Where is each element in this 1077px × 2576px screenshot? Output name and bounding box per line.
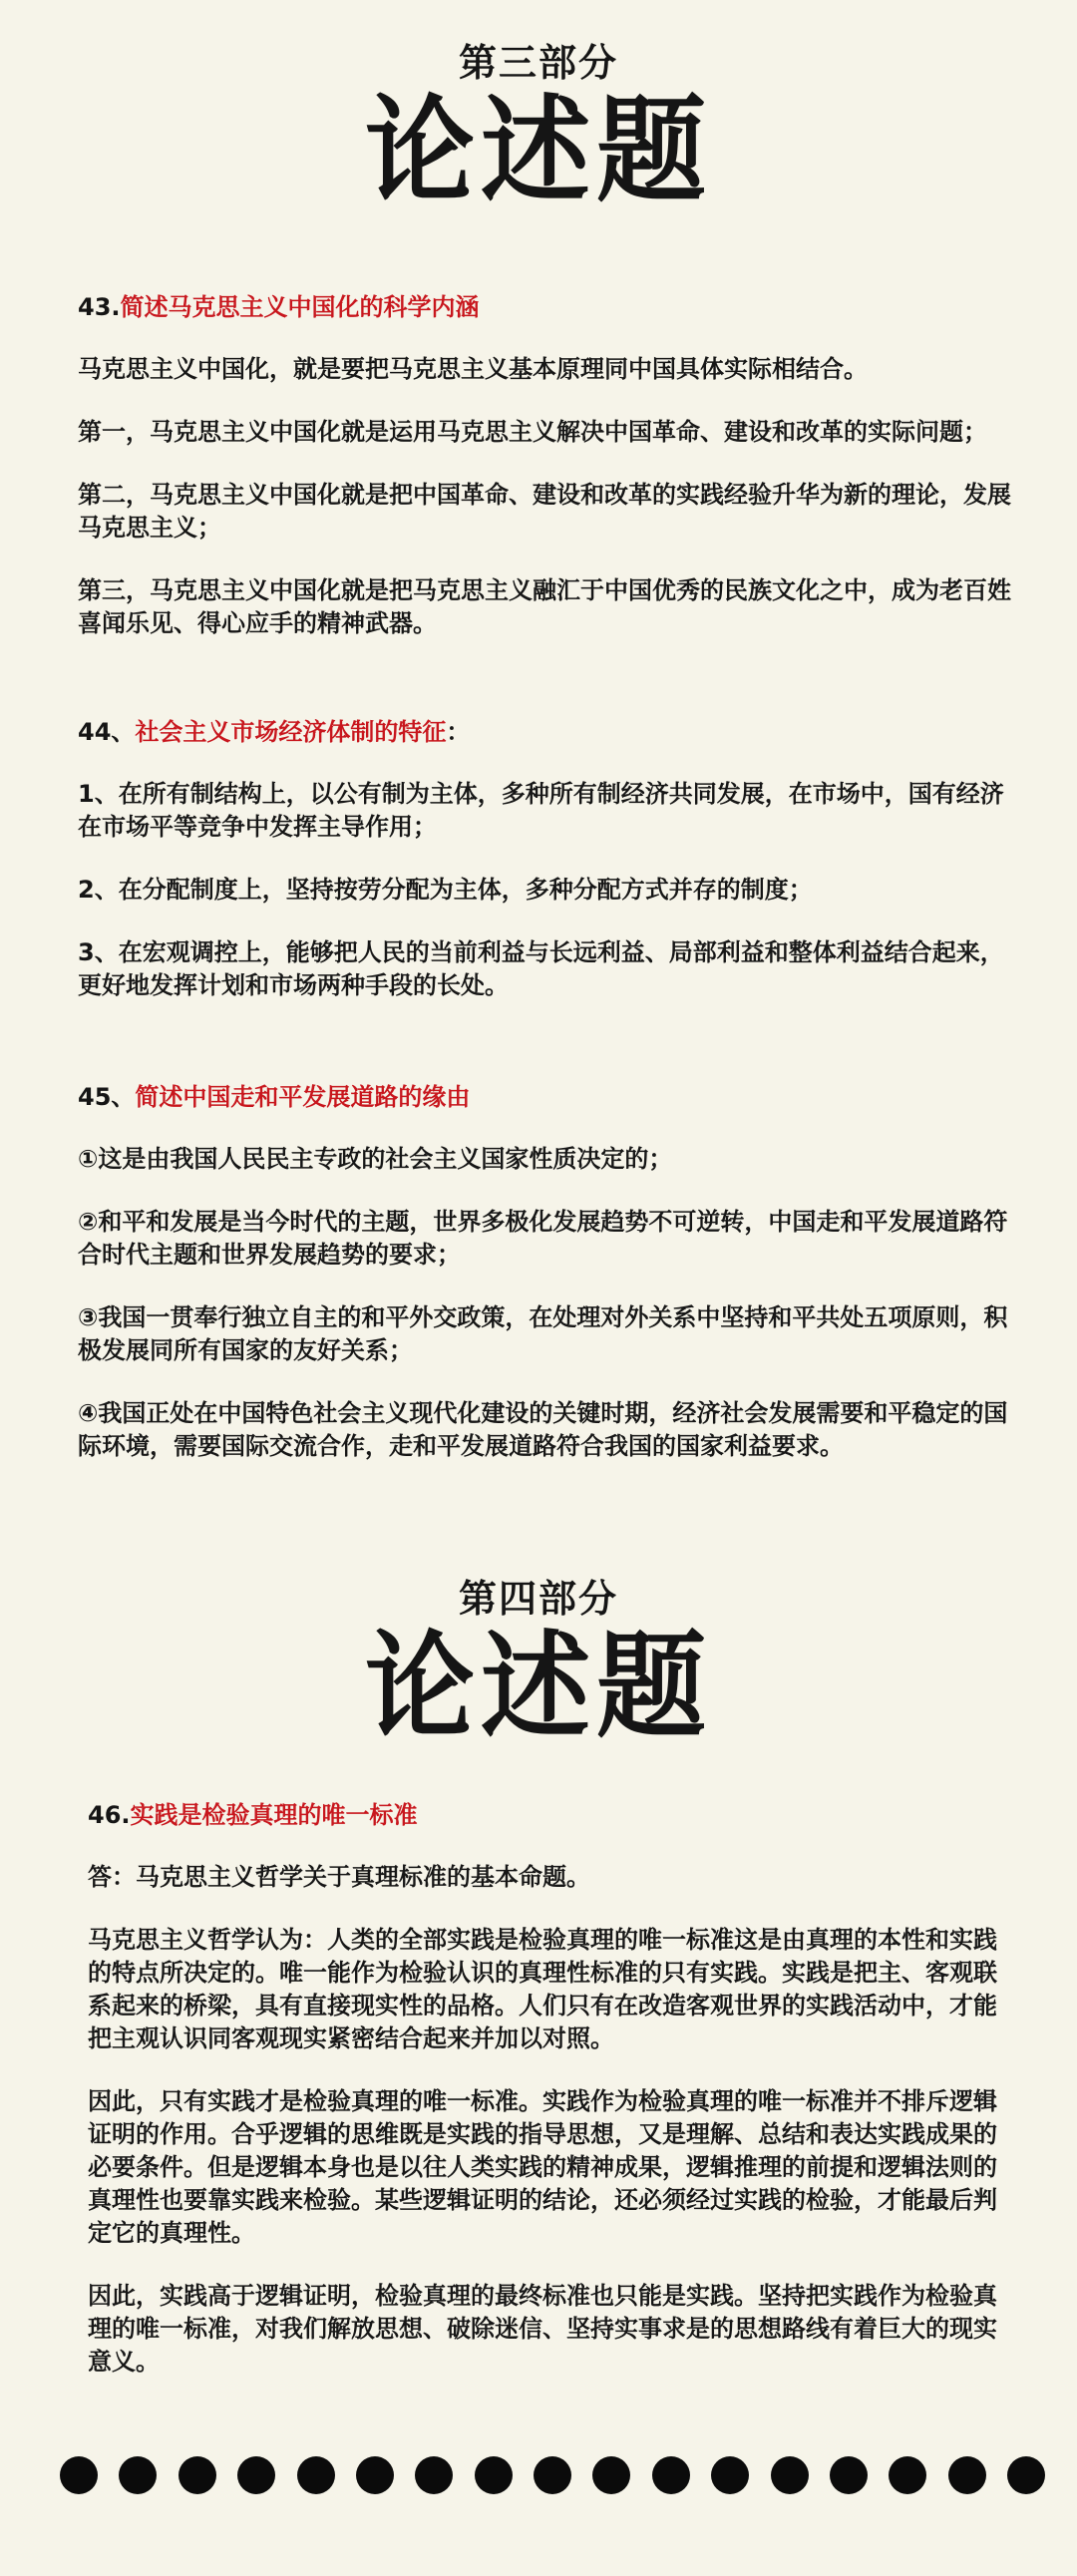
question-45-heading: 简述中国走和平发展道路的缘由: [135, 1083, 471, 1111]
question-45-paragraph: ④我国正处在中国特色社会主义现代化建设的关键时期，经济社会发展需要和平稳定的国际环境，需要国际交流合作，走和平发展道路符合我国的国家利益要求。: [78, 1399, 1008, 1460]
part3-label: 第三部分: [458, 41, 618, 85]
question-46-heading: 实践是检验真理的唯一标准: [130, 1801, 418, 1829]
dot-divider: [60, 2455, 1045, 2495]
part4-title: 论述题: [365, 1619, 712, 1754]
question-45-title: [78, 1081, 1015, 1113]
question-44-title: [78, 716, 1015, 748]
question-46-paragraph: 马克思主义哲学认为：人类的全部实践是检验真理的唯一标准这是由真理的本性和实践的特点所决定的。唯一能作为检验认识的真理性标准的只有实践。实践是把主、客观联系起来的桥梁，具有直接现实性的品格。人们只有在改造客观世界的实践活动中，才能把主观认识同客观现实紧密结合起来并加以对照。: [88, 1926, 997, 2052]
question-44-heading: 社会主义市场经济体制的特征: [135, 718, 447, 746]
dot: [60, 2456, 98, 2494]
question-44-paragraph: 2、在分配制度上，坚持按劳分配为主体，多种分配方式并存的制度；: [78, 876, 813, 904]
question-45-paragraph: ②和平和发展是当今时代的主题，世界多极化发展趋势不可逆转，中国走和平发展道路符合时代主题和世界发展趋势的要求；: [78, 1208, 1008, 1269]
question-44-paragraph: 3、在宏观调控上，能够把人民的当前利益与长远利益、局部利益和整体利益结合起来，更好地发挥计划和市场两种手段的长处。: [78, 938, 1004, 999]
dot: [415, 2456, 453, 2494]
question-43: [78, 291, 1015, 670]
part3-title: 论述题: [365, 83, 712, 218]
dot: [356, 2456, 394, 2494]
question-46: [88, 1799, 1015, 2408]
dot: [592, 2456, 630, 2494]
dot: [948, 2456, 986, 2494]
question-43-heading: 简述马克思主义中国化的科学内涵: [120, 293, 480, 321]
dot: [534, 2456, 571, 2494]
question-43-paragraph: 马克思主义中国化，就是要把马克思主义基本原理同中国具体实际相结合。: [78, 355, 868, 383]
question-45-paragraph: ③我国一贯奉行独立自主的和平外交政策，在处理对外关系中坚持和平共处五项原则，积极发展同所有国家的友好关系；: [78, 1303, 1008, 1364]
dot: [889, 2456, 926, 2494]
part3-heading: [0, 41, 1077, 218]
question-45-paragraph: ①这是由我国人民民主专政的社会主义国家性质决定的；: [78, 1145, 673, 1173]
question-45: [78, 1081, 1015, 1493]
question-46-paragraph: 因此，实践高于逻辑证明，检验真理的最终标准也只能是实践。坚持把实践作为检验真理的唯一标准，对我们解放思想、破除迷信、坚持实事求是的思想路线有着巨大的现实意义。: [88, 2282, 997, 2376]
question-43-paragraph: 第三，马克思主义中国化就是把马克思主义融汇于中国优秀的民族文化之中，成为老百姓喜闻乐见、得心应手的精神武器。: [78, 576, 1011, 637]
part4-label: 第四部分: [458, 1577, 618, 1621]
dot: [475, 2456, 513, 2494]
question-46-title: [88, 1799, 1015, 1831]
question-44-suffix: ：: [446, 718, 471, 746]
dot: [237, 2456, 275, 2494]
question-44: [78, 716, 1015, 1032]
question-46-paragraph: 因此，只有实践才是检验真理的唯一标准。实践作为检验真理的唯一标准并不排斥逻辑证明的作用。合乎逻辑的思维既是实践的指导思想，又是理解、总结和表达实践成果的必要条件。但是逻辑本身也是以往人类实践的精神成果，逻辑推理的前提和逻辑法则的真理性也要靠实践来检验。某些逻辑证明的结论，还必须经过实践的检验，才能最后判定它的真理性。: [88, 2087, 997, 2247]
question-43-number: 43.: [78, 293, 121, 321]
dot: [179, 2456, 216, 2494]
question-44-number: 44、: [78, 718, 136, 746]
question-44-paragraph: 1、在所有制结构上，以公有制为主体，多种所有制经济共同发展，在市场中，国有经济在市场平等竞争中发挥主导作用；: [78, 780, 1004, 841]
question-43-paragraph: 第一，马克思主义中国化就是运用马克思主义解决中国革命、建设和改革的实际问题；: [78, 418, 987, 446]
dot: [119, 2456, 157, 2494]
part4-heading: [0, 1577, 1077, 1754]
dot: [652, 2456, 690, 2494]
dot: [771, 2456, 809, 2494]
question-45-number: 45、: [78, 1083, 136, 1111]
dot: [711, 2456, 749, 2494]
question-43-paragraph: 第二，马克思主义中国化就是把中国革命、建设和改革的实践经验升华为新的理论，发展马克思主义；: [78, 481, 1011, 542]
dot: [297, 2456, 335, 2494]
question-46-number: 46.: [88, 1801, 131, 1829]
question-43-title: [78, 291, 1015, 323]
dot: [830, 2456, 868, 2494]
dot: [1007, 2456, 1045, 2494]
question-46-paragraph: 答：马克思主义哲学关于真理标准的基本命题。: [88, 1863, 590, 1891]
